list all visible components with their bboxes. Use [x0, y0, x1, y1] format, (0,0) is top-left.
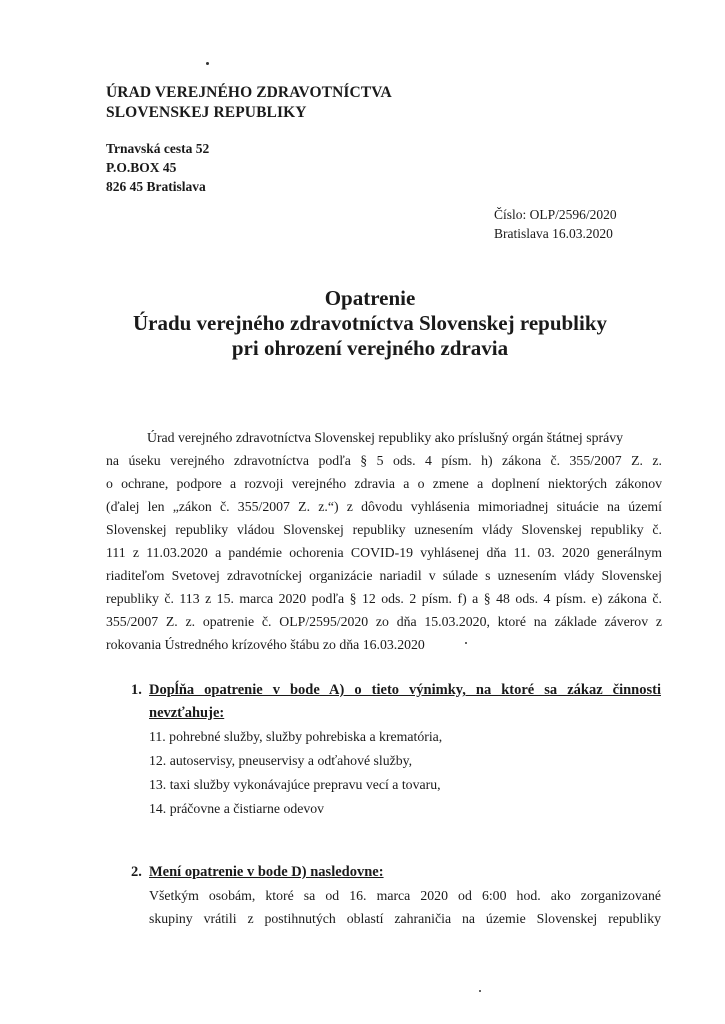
intro-line: na úseku verejného zdravotníctva podľa § 5 ods. 4 písm. h) zákona č. 355/2007 Z. z. — [106, 453, 662, 468]
title-line-2: Úradu verejného zdravotníctva Slovenskej republiky — [132, 311, 608, 335]
intro-line: Slovenskej republiky vládou Slovenskej republiky uznesením vlády Slovenskej republiky č. — [106, 522, 662, 537]
intro-line: rokovania Ústredného krízového štábu zo dňa 16.03.2020 — [106, 637, 425, 652]
section-1-item: 11. pohrebné služby, služby pohrebiska a krematória, — [149, 729, 443, 744]
title-line-1: Opatrenie — [324, 286, 416, 310]
scan-speck — [206, 62, 209, 65]
section-2-heading: Mení opatrenie v bode D) nasledovne: — [149, 864, 384, 880]
section-2-number: 2. — [131, 864, 142, 880]
intro-line: riaditeľom Svetovej zdravotníckej organizácie nariadil v súlade s uznesením vlády Slovenskej — [106, 568, 662, 583]
intro-line: 355/2007 Z. z. opatrenie č. OLP/2595/2020 zo dňa 15.03.2020, ktoré na základe záverov z — [106, 614, 662, 629]
reference-number: Číslo: OLP/2596/2020 — [494, 207, 617, 222]
document-title — [100, 286, 640, 361]
intro-line: 111 z 11.03.2020 a pandémie ochorenia COVID-19 vyhlásenej dňa 11. 03. 2020 generálnym — [106, 545, 662, 560]
address-city: 826 45 Bratislava — [106, 179, 206, 194]
intro-line: (ďalej len „zákon č. 355/2007 Z. z.“) z dôvodu vyhlásenia mimoriadnej situácie na území — [106, 499, 662, 514]
reference-date: Bratislava 16.03.2020 — [494, 226, 613, 241]
org-name-line-1: ÚRAD VEREJNÉHO ZDRAVOTNÍCTVA — [106, 84, 392, 101]
section-2-line: Všetkým osobám, ktoré sa od 16. marca 2020 od 6:00 hod. ako zorganizované — [149, 888, 661, 903]
intro-line: republiky č. 113 z 15. marca 2020 podľa § 12 ods. 2 písm. f) a § 48 ods. 4 písm. e) zákona č. — [106, 591, 662, 606]
scan-speck — [479, 990, 481, 992]
intro-line: Úrad verejného zdravotníctva Slovenskej republiky ako príslušný orgán štátnej správy — [147, 430, 623, 445]
org-name-line-2: SLOVENSKEJ REPUBLIKY — [106, 104, 307, 121]
intro-line: o ochrane, podpore a rozvoji verejného zdravia a o zmene a doplnení niektorých zákonov — [106, 476, 662, 491]
title-line-3: pri ohrození verejného zdravia — [231, 336, 509, 360]
section-1-item: 13. taxi služby vykonávajúce prepravu vecí a tovaru, — [149, 777, 441, 792]
section-1-item: 14. práčovne a čistiarne odevov — [149, 801, 325, 816]
section-2-line: skupiny vrátili z postihnutých oblastí zahraničia na územie Slovenskej republiky — [149, 911, 661, 926]
section-1-heading-line-1: Dopĺňa opatrenie v bode A) o tieto výnimky, na ktoré sa zákaz činnosti — [149, 682, 661, 698]
section-1-heading-line-2: nevzťahuje: — [149, 705, 225, 721]
address-street: Trnavská cesta 52 — [106, 141, 210, 156]
address-pobox: P.O.BOX 45 — [106, 160, 177, 175]
section-1-number: 1. — [131, 682, 142, 698]
section-1-item: 12. autoservisy, pneuservisy a odťahové služby, — [149, 753, 413, 768]
scan-speck — [465, 642, 467, 644]
